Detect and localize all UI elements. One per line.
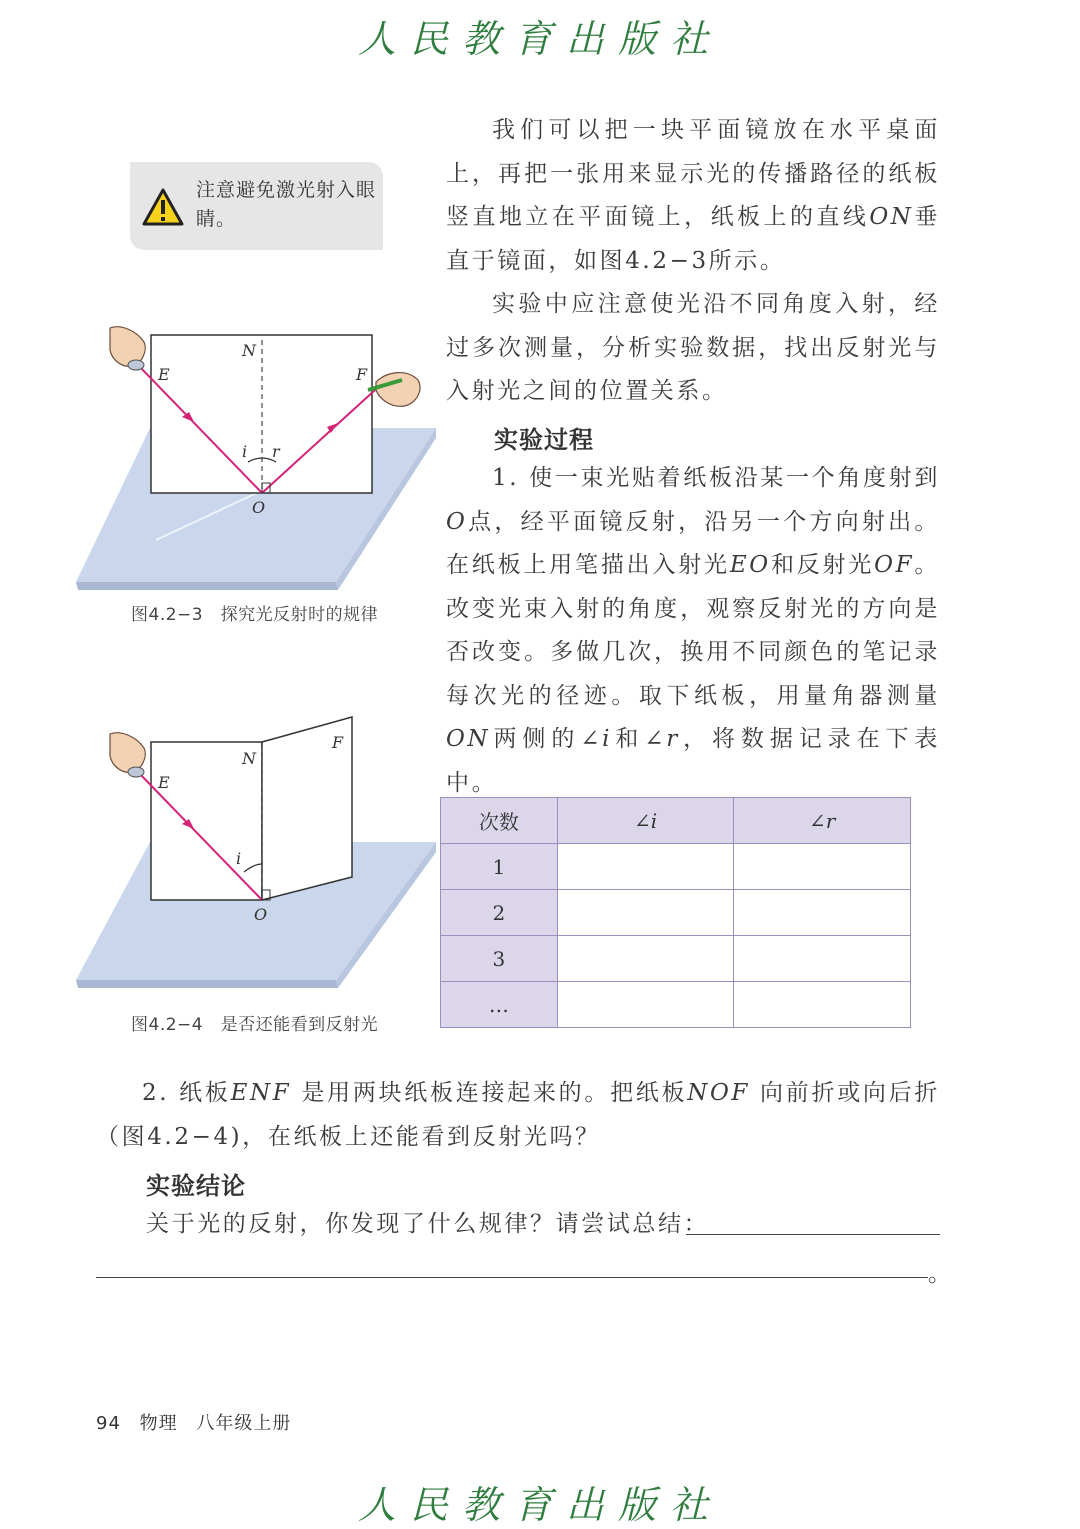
conclusion-heading: 实验结论 — [146, 1171, 246, 1200]
table-cell: 2 — [441, 890, 558, 936]
table-cell[interactable] — [734, 890, 911, 936]
table-cell[interactable] — [557, 936, 734, 982]
label-r: r — [272, 442, 280, 461]
label-E: E — [158, 773, 170, 792]
left-hand-icon — [110, 327, 145, 370]
table-row — [441, 982, 911, 1028]
figure-4-2-4-caption: 图4.2−4 是否还能看到反射光 — [131, 1015, 379, 1035]
figure-4-2-3 — [76, 320, 436, 590]
warning-text: 注意避免激光射入眼睛。 — [196, 179, 377, 230]
page-footer — [96, 1409, 291, 1435]
page-number: 94 — [96, 1413, 121, 1434]
table-cell[interactable] — [557, 982, 734, 1028]
intro-paragraph-1: 我们可以把一块平面镜放在水平桌面上，再把一张用来显示光的传播路径的纸板竖直地立在平面镜上，纸板上的直线ON垂直于镜面，如图4.2−3所示。 — [446, 117, 940, 274]
data-table — [440, 797, 911, 1028]
process-step-2: 2. 纸板ENF 是用两块纸板连接起来的。把纸板NOF 向前折或向后折（图4.2−4)，在纸板上还能看到反射光吗？ — [96, 1080, 940, 1150]
left-hand-icon — [110, 733, 145, 777]
figure-4-2-3-caption: 图4.2−3 探究光反射时的规律 — [131, 605, 379, 625]
table-cell: 3 — [441, 936, 558, 982]
answer-line-1[interactable] — [686, 1234, 940, 1235]
publisher-logo-bottom: 人民教育出版社 — [357, 1483, 722, 1527]
table-row — [441, 844, 911, 890]
table-cell[interactable] — [734, 844, 911, 890]
table-cell: 1 — [441, 844, 558, 890]
end-mark: 。 — [928, 1261, 951, 1287]
table-cell[interactable] — [557, 890, 734, 936]
label-i: i — [242, 442, 248, 461]
label-O: O — [252, 498, 266, 517]
label-F: F — [356, 365, 368, 384]
grade: 八年级上册 — [196, 1413, 292, 1434]
label-N: N — [242, 749, 256, 768]
table-header: ∠r — [734, 798, 911, 844]
label-F: F — [332, 733, 344, 752]
table-header: 次数 — [441, 798, 558, 844]
subject: 物理 — [139, 1413, 178, 1434]
label-O: O — [254, 905, 268, 924]
table-row — [441, 890, 911, 936]
answer-line-2[interactable] — [96, 1277, 928, 1278]
publisher-logo-top: 人民教育出版社 — [357, 17, 722, 61]
table-header-row — [441, 798, 911, 844]
table-cell[interactable] — [557, 844, 734, 890]
figure-4-2-4 — [76, 712, 436, 997]
process-step-1: 1. 使一束光贴着纸板沿某一个角度射到O点，经平面镜反射，沿另一个方向射出。在纸板上用笔描出入射光EO和反射光OF。改变光束入射的角度，观察反射光的方向是否改变。多做几次，换用不同颜色的笔记录每次光的径迹。取下纸板，用量角器测量ON两侧的∠i和∠r，将数据记录在下表中。 — [446, 465, 940, 796]
label-E: E — [158, 365, 170, 384]
right-hand-icon — [368, 373, 420, 407]
warning-triangle-icon — [142, 188, 184, 226]
process-heading: 实验过程 — [494, 425, 594, 454]
table-cell[interactable] — [734, 982, 911, 1028]
table-cell[interactable] — [734, 936, 911, 982]
label-N: N — [242, 341, 256, 360]
intro-paragraph-2: 实验中应注意使光沿不同角度入射，经过多次测量，分析实验数据，找出反射光与入射光之间的位置关系。 — [446, 291, 940, 404]
conclusion-prompt: 关于光的反射，你发现了什么规律？请尝试总结： — [146, 1211, 710, 1237]
warning-box — [130, 162, 383, 250]
table-header: ∠i — [557, 798, 734, 844]
table-row — [441, 936, 911, 982]
table-cell: … — [441, 982, 558, 1028]
label-i: i — [236, 849, 242, 868]
